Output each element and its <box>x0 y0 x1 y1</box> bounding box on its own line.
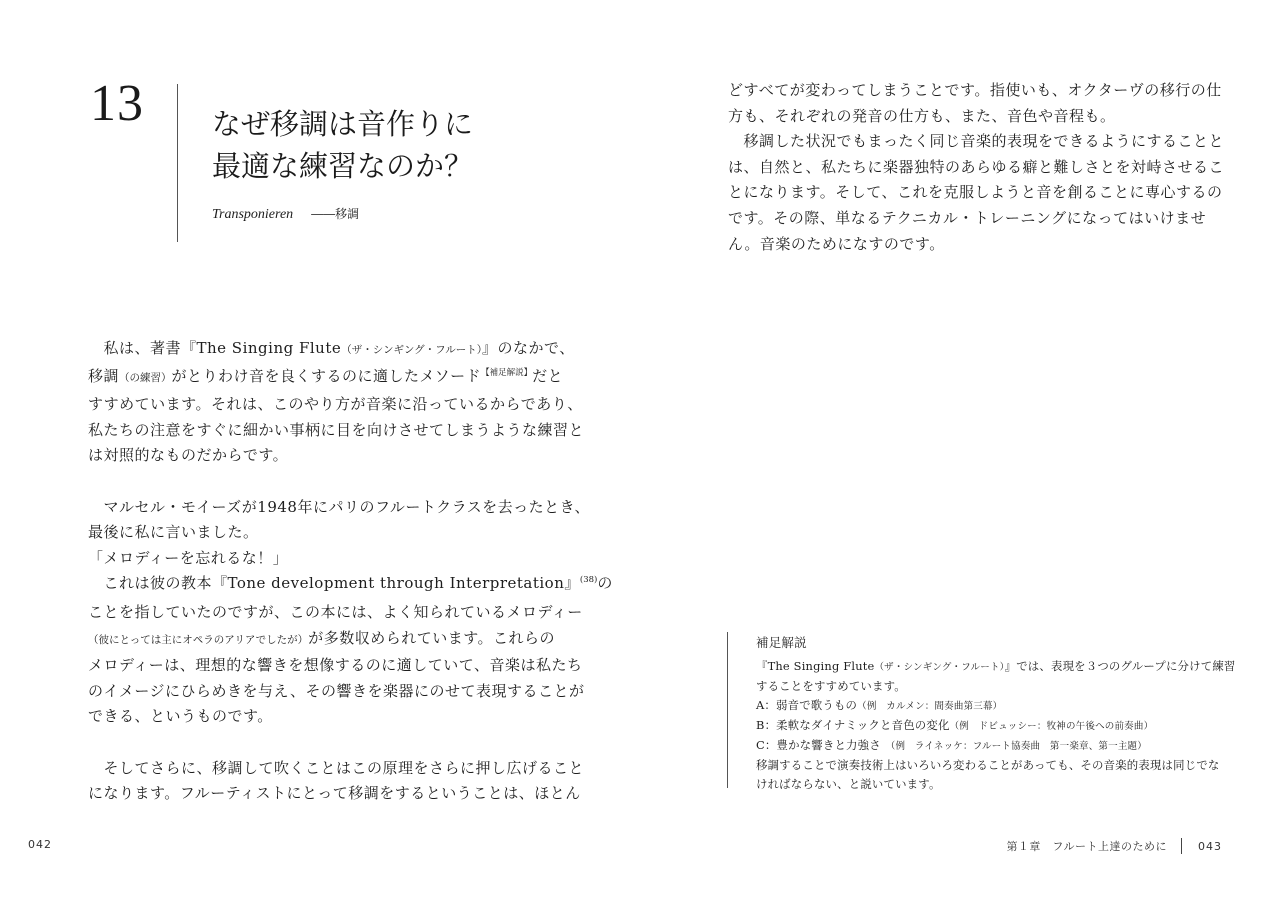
text-segment: だと <box>532 366 564 385</box>
chapter-number: 13 <box>90 75 144 132</box>
chapter-title-line: 最適な練習なのか？ <box>212 149 474 183</box>
text-line: ん。音楽のためになすのです。 <box>728 234 945 253</box>
right-page <box>640 0 1280 898</box>
supplementary-note <box>756 633 1236 794</box>
text-line <box>88 756 585 782</box>
text-line <box>756 736 1196 756</box>
text-line <box>88 520 558 546</box>
text-segment: のイメージにひらめきを与え、その響きを楽器にのせて表現することが <box>88 681 585 700</box>
text-line <box>756 677 1196 696</box>
text-segment: 移調することで演奏技術上はいろいろ変わることがあっても、その音楽的表現は同じでな <box>756 758 1220 772</box>
text-line: です。その際、単なるテクニカル・トレーニングになってはいけませ <box>728 208 1207 227</box>
text-line: は、自然と、私たちに楽器独特のあらゆる癖と難しさとを対峙させるこ <box>728 157 1225 176</box>
text-segment: の <box>597 574 613 593</box>
note-heading: 補足解説 <box>756 635 807 650</box>
text-line: 方も、それぞれの発音の仕方も、また、音色や音程も。 <box>728 106 1116 125</box>
annotation-text: （ザ・シンギング・フルート） <box>874 662 1005 673</box>
text-segment: 』のなかで、 <box>482 339 575 357</box>
note-body <box>756 657 1236 794</box>
text-segment: B：柔軟なダイナミックと音色の変化 <box>756 718 950 732</box>
text-line <box>88 418 585 444</box>
page-number-right: 043 <box>1198 839 1222 853</box>
text-segment: になります。フルーティストにとって移調をするということは、ほとん <box>88 784 581 803</box>
text-segment: メロディーは、理想的な響きを想像するのに適していて、音楽は私たち <box>88 656 583 675</box>
running-footer <box>1006 838 1222 854</box>
text-segment: することをすすめています。 <box>756 679 906 693</box>
text-line <box>88 495 591 521</box>
annotation-text: （彼にとっては主にオペラのアリアでしたが） <box>88 633 309 646</box>
annotation-text: (38) <box>579 575 598 586</box>
text-line <box>756 756 1220 775</box>
chapter-title <box>212 103 473 187</box>
text-line <box>88 600 583 626</box>
annotation-text: （例 ライネッケ：フルート協奏曲 第一楽章、第一主題） <box>880 741 1147 752</box>
chapter-heading-rule <box>177 84 178 242</box>
text-line: とになります。そして、これを克服しようと音を創ることに専心するの <box>728 183 1223 202</box>
text-segment: 「メロディーを忘れるな！」 <box>88 548 289 567</box>
text-segment: すすめています。それは、このやり方が音楽に沿っているからであり、 <box>88 395 583 414</box>
text-segment: ければならない、と説いています。 <box>756 777 941 791</box>
text-segment: ことを指していたのですが、この本には、よく知られているメロディー <box>88 602 583 621</box>
text-line: どすべてが変わってしまうことです。指使いも、オクターヴの移行の仕 <box>728 81 1222 99</box>
paragraph <box>88 495 613 730</box>
paragraph <box>88 756 585 807</box>
page-number-left: 042 <box>28 838 52 851</box>
text-segment: 私たちの注意をすぐに細かい事柄に目を向けさせてしまうような練習と <box>88 420 585 439</box>
text-segment: は対照的なものだからです。 <box>88 446 289 465</box>
text-line <box>88 546 558 572</box>
text-line <box>88 443 558 469</box>
text-line <box>88 392 583 418</box>
text-line <box>88 364 564 393</box>
annotation-text: （ザ・シンギング・フルート） <box>341 344 483 356</box>
text-segment: A：弱音で歌うもの <box>756 698 858 712</box>
annotation-text: （の練習） <box>119 371 172 384</box>
chapter-subtitle <box>212 205 359 223</box>
annotation-text: 【補足解説】 <box>481 367 533 378</box>
text-segment: 』では、表現を３つのグループに分けて練習 <box>1004 659 1236 673</box>
text-line <box>756 716 1196 736</box>
text-segment: マルセル・モイーズが1948年にパリのフルートクラスを去ったとき、 <box>88 497 591 516</box>
paragraph <box>88 336 585 469</box>
text-segment: 私は、著書『The Singing Flute <box>88 339 342 357</box>
text-line <box>88 781 581 807</box>
text-line <box>756 696 1196 716</box>
text-segment: 『The Singing Flute <box>756 659 875 673</box>
text-line <box>756 775 1196 794</box>
annotation-text: （例 カルメン：間奏曲第三幕） <box>857 701 1003 712</box>
text-line <box>88 336 575 364</box>
text-segment: 移調 <box>88 366 120 385</box>
text-line: 移調した状況でもまったく同じ音楽的表現をできるようにすることと <box>728 132 1225 151</box>
text-segment: が多数収められています。これらの <box>308 628 555 647</box>
note-rule <box>727 632 728 788</box>
subtitle-en: Transponieren <box>212 207 294 222</box>
chapter-label: 第１章 フルート上達のために <box>1006 840 1167 853</box>
annotation-text: （例 ドビュッシー：牧神の午後への前奏曲） <box>949 721 1154 732</box>
text-segment: できる、というものです。 <box>88 707 273 726</box>
text-segment: そしてさらに、移調して吹くことはこの原理をさらに押し広げること <box>88 758 585 777</box>
text-line <box>88 653 583 679</box>
text-line <box>756 657 1236 677</box>
subtitle-jp: ――移調 <box>311 207 360 221</box>
text-line <box>88 704 558 730</box>
chapter-title-line: なぜ移調は音作りに <box>212 107 474 141</box>
left-body-text <box>88 336 613 807</box>
text-segment: これは彼の教本『Tone development through Interpretation』 <box>88 574 580 593</box>
text-line <box>88 626 558 654</box>
paragraph-gap <box>88 469 558 495</box>
right-body-text <box>728 78 1225 257</box>
text-segment: がとりわけ音を良くするのに適したメソード <box>171 366 482 385</box>
text-line <box>88 571 613 600</box>
text-segment: 最後に私に言いました。 <box>88 523 259 542</box>
footer-divider <box>1181 838 1182 854</box>
text-line <box>88 679 585 705</box>
paragraph-gap <box>88 730 558 756</box>
text-segment: C：豊かな響きと力強さ <box>756 738 881 752</box>
